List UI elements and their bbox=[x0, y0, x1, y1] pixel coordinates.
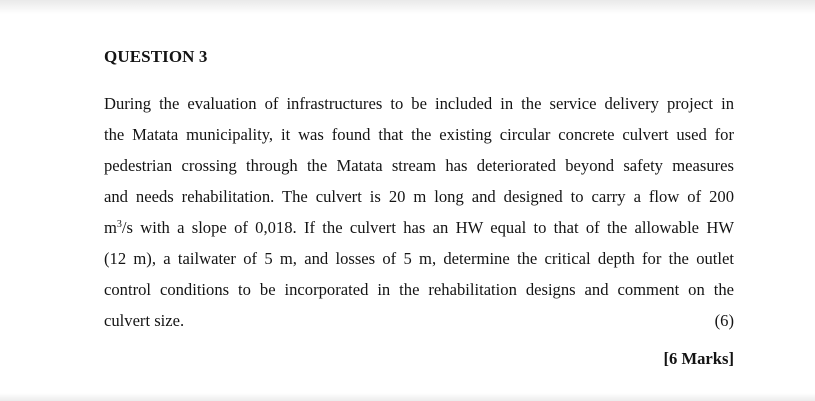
question-last-line bbox=[104, 305, 734, 336]
question-line-text: culvert size. bbox=[104, 311, 185, 330]
question-line: the Matata municipality, it was found that the existing circular concrete culvert used for bbox=[104, 125, 734, 144]
question-line: and needs rehabilitation. The culvert is 20 m long and designed to carry a flow of 200 bbox=[104, 187, 734, 206]
question-line: control conditions to be incorporated in the rehabilitation designs and comment on the bbox=[104, 280, 734, 299]
question-body bbox=[104, 88, 734, 336]
question-line: (12 m), a tailwater of 5 m, and losses of 5 m, determine the critical depth for the outlet bbox=[104, 249, 734, 268]
unit-base: m bbox=[104, 218, 117, 237]
unit-exponent: 3 bbox=[116, 219, 122, 230]
question-line: During the evaluation of infrastructures to be included in the service delivery project in bbox=[104, 94, 734, 113]
question-line-text: /s with a slope of 0,018. If the culvert has an HW equal to that of the allowable HW bbox=[121, 218, 734, 237]
question-line: pedestrian crossing through the Matata stream has deteriorated beyond safety measures bbox=[104, 156, 734, 175]
question-heading: QUESTION 3 bbox=[104, 47, 208, 66]
page-bottom-shadow bbox=[0, 393, 815, 401]
part-marks: (6) bbox=[714, 311, 734, 330]
question-line-flow-unit bbox=[104, 212, 734, 243]
page-top-shadow bbox=[0, 0, 815, 14]
total-marks: [6 Marks] bbox=[663, 349, 734, 368]
